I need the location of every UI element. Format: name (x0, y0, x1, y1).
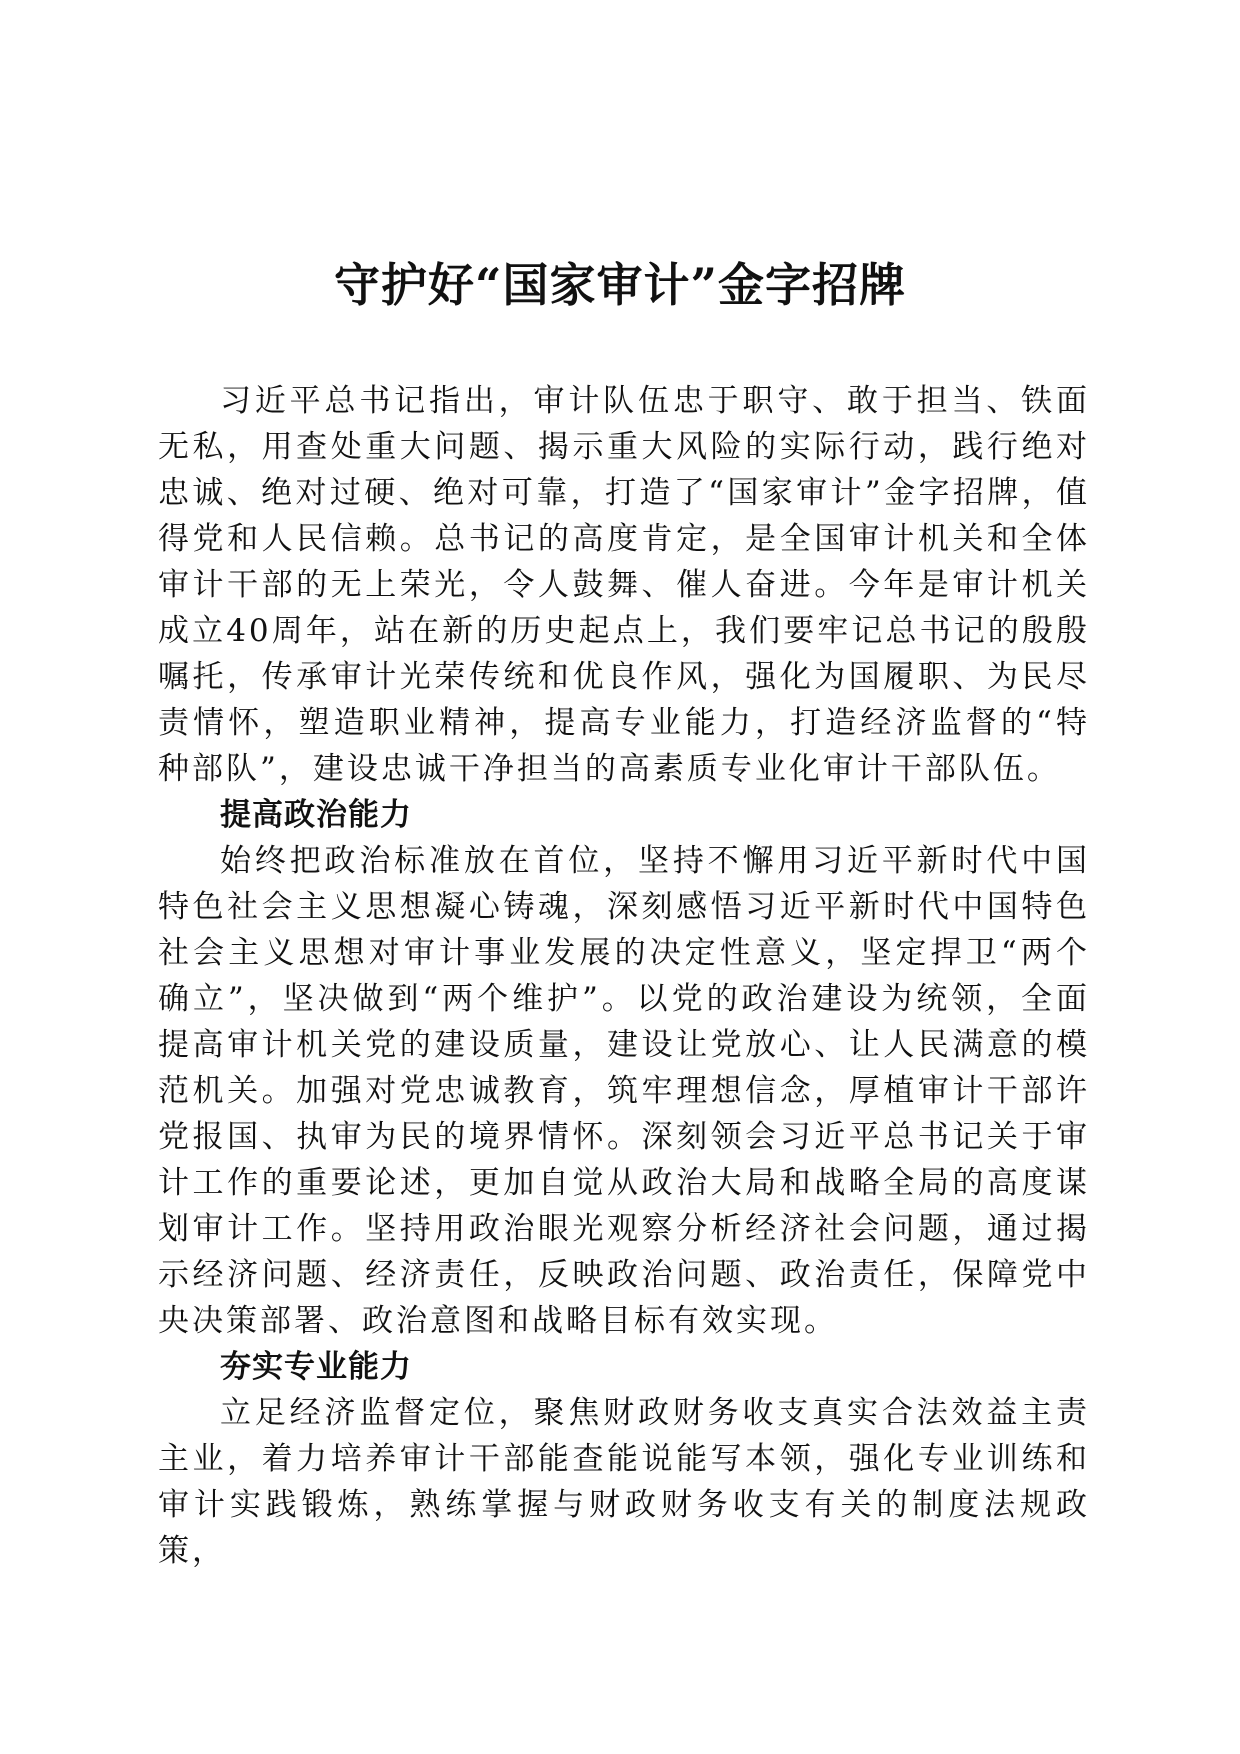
intro-paragraph: 习近平总书记指出，审计队伍忠于职守、敢于担当、铁面无私，用查处重大问题、揭示重大风险的实际行动，践行绝对忠诚、绝对过硬、绝对可靠，打造了“国家审计”金字招牌，值得党和人民信赖。总书记的高度肯定，是全国审计机关和全体审计干部的无上荣光，令人鼓舞、催人奋进。今年是审计机关成立40周年，站在新的历史起点上，我们要牢记总书记的殷殷嘱托，传承审计光荣传统和优良作风，强化为国履职、为民尽责情怀，塑造职业精神，提高专业能力，打造经济监督的“特种部队”，建设忠诚干净担当的高素质专业化审计干部队伍。 (158, 383, 1090, 787)
section-body-political: 始终把政治标准放在首位，坚持不懈用习近平新时代中国特色社会主义思想凝心铸魂，深刻感悟习近平新时代中国特色社会主义思想对审计事业发展的决定性意义，坚定捍卫“两个确立”，坚决做到“两个维护”。以党的政治建设为统领，全面提高审计机关党的建设质量，建设让党放心、让人民满意的模范机关。加强对党忠诚教育，筑牢理想信念，厚植审计干部许党报国、执审为民的境界情怀。深刻领会习近平总书记关于审计工作的重要论述，更加自觉从政治大局和战略全局的高度谋划审计工作。坚持用政治眼光观察分析经济社会问题，通过揭示经济问题、经济责任，反映政治问题、政治责任，保障党中央决策部署、政治意图和战略目标有效实现。 (158, 843, 1090, 1339)
section-body-professional: 立足经济监督定位，聚焦财政财务收支真实合法效益主责主业，着力培养审计干部能查能说能写本领，强化专业训练和审计实践锻炼，熟练掌握与财政财务收支有关的制度法规政策， (158, 1395, 1090, 1569)
document-body (158, 378, 1090, 1574)
section-heading-political: 提高政治能力 (220, 797, 412, 833)
document-title: 守护好“国家审计”金字招牌 (334, 258, 906, 312)
section-heading-professional: 夯实专业能力 (220, 1349, 412, 1385)
